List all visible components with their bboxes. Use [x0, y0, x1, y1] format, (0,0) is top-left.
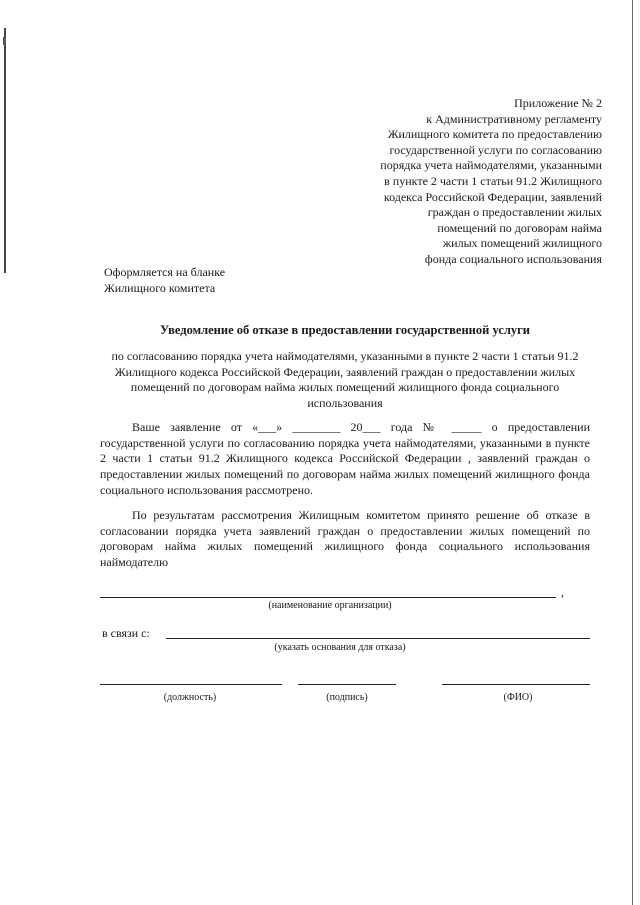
name-line [442, 684, 590, 685]
appendix-line: помещений по договорам найма [437, 220, 602, 235]
appendix-line: порядка учета наймодателями, указанными [380, 158, 602, 173]
organization-caption: (наименование организации) [268, 600, 392, 611]
name-caption: (ФИО) [503, 692, 533, 703]
appendix-line: Жилищного комитета по предоставлению [387, 127, 602, 142]
appendix-line: жилых помещений жилищного [442, 236, 602, 251]
reason-label: в связи с: [102, 626, 150, 640]
letterhead-note-line2: Жилищного комитета [104, 280, 216, 295]
letterhead-note [104, 265, 225, 296]
appendix-line: государственной услуги по согласованию [389, 142, 602, 157]
letterhead-note-line1: Оформляется на бланке [104, 265, 226, 279]
position-line [100, 684, 282, 685]
signature-caption: (подпись) [326, 692, 368, 703]
organization-comma: , [561, 585, 564, 599]
notice-title: Уведомление об отказе в предоставлении государственной услуги [159, 323, 531, 337]
notice-subtitle: по согласованию порядка учета наймодателями, указанными в пункте 2 части 1 статьи 91.2 Жилищного кодекса Российской Федерации, заявлений граждан о предоставлении жилых помещений по договорам найма жилых помещений жилищного фонда социального использования [111, 349, 579, 411]
appendix-line: в пункте 2 части 1 статьи 91.2 Жилищного [384, 173, 602, 188]
appendix-block [340, 96, 602, 268]
reason-line [166, 638, 590, 639]
appendix-line: к Административному регламенту [426, 111, 602, 126]
signature-line [298, 684, 396, 685]
position-caption: (должность) [163, 692, 217, 703]
organization-line [100, 597, 556, 598]
application-paragraph: Ваше заявление от «___» ________ 20___ года № _____ о предоставлении государственной услуги по согласованию порядка учета наймодателями, указанными в пункте 2 части 1 статьи 91.2 Жилищного кодекса Российской Федерации , заявлений граждан о предоставлении жилых помещений по договорам найма жилых помещений жилищного фонда социального использования рассмотрено. [100, 420, 590, 497]
appendix-line: фонда социального использования [424, 251, 602, 266]
reason-caption: (указать основания для отказа) [274, 642, 406, 653]
appendix-line: кодекса Российской Федерации, заявлений [383, 189, 602, 204]
appendix-line: Приложение № 2 [514, 96, 602, 110]
decision-paragraph: По результатам рассмотрения Жилищным комитетом принято решение об отказе в согласовании порядка учета заявлений граждан о предоставлении жилых помещений по договорам найма жилых помещений жилищного фонда социального использования наймодателю [100, 508, 590, 570]
appendix-line: граждан о предоставлении жилых [427, 205, 602, 220]
scan-border-right [632, 0, 633, 905]
scan-border-left [4, 28, 6, 273]
scan-mark [3, 37, 6, 45]
